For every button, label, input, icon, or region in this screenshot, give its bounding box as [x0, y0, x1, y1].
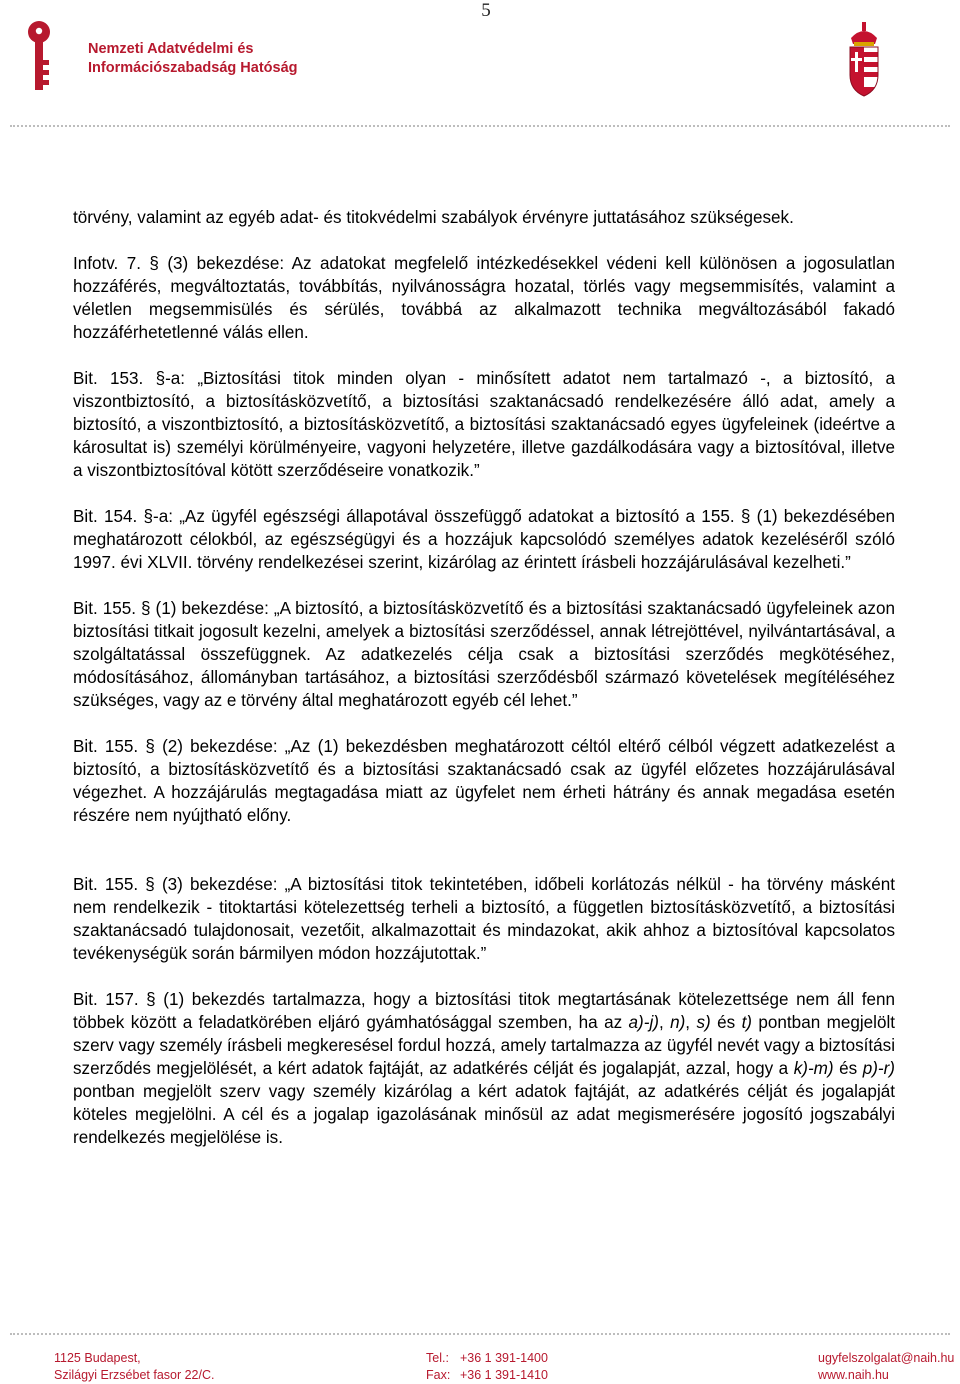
- paragraph: [73, 988, 895, 1149]
- paragraph: Bit. 154. §-a: „Az ügyfél egészségi állapotával összefüggő adatokat a biztosító a 155. § (1) bekezdésében meghatározott célokból, az egészségügyi és a hozzájuk kapcsolódó személyes adatok kezeléséről szóló 1997. évi XLVII. törvény rendelkezései szerint, kizárólag az érintett írásbeli hozzájárulásával kezelheti.”: [73, 507, 895, 572]
- text: és: [710, 1013, 742, 1032]
- italic-ref: a)-j): [628, 1013, 659, 1032]
- text: és: [833, 1059, 863, 1078]
- footer-phone: [426, 1350, 548, 1384]
- fax-value: +36 1 391-1410: [460, 1368, 548, 1382]
- org-name-line1: Nemzeti Adatvédelmi és: [88, 41, 254, 57]
- tel-label: Tel.:: [426, 1351, 449, 1365]
- paragraph: Infotv. 7. § (3) bekezdése: Az adatokat megfelelő intézkedésekkel védeni kell különösen a jogosulatlan hozzáférés, megváltoztatás, továbbítás, nyilvánosságra hozatal, törlés vagy megsemmisítés, valamint a véletlen megsemmisülés és sérülés, továbbá az alkalmazott technika megváltozásából fakadó hozzáférhetetlenné válás ellen.: [73, 254, 895, 342]
- tel-value: +36 1 391-1400: [460, 1351, 548, 1365]
- header-divider: [10, 125, 950, 127]
- italic-ref: p)-r): [862, 1059, 895, 1078]
- paragraph: Bit. 155. § (3) bekezdése: „A biztosítási titok tekintetében, időbeli korlátozás nélkül - ha törvény másként nem rendelkezik - titoktartási kötelezettség terheli a biztosító, a független biztosításközvetítő, a biztosítási szaktanácsadó tulajdonosait, vezetőit, alkalmazottait és mindazokat, akik ahhoz a biztosítóval kapcsolatos tevékenységük során bármilyen módon hozzájutottak.”: [73, 875, 895, 963]
- document-body: [73, 206, 895, 1172]
- italic-ref: s): [696, 1013, 711, 1032]
- organization-name: [88, 40, 298, 78]
- text: ,: [685, 1013, 697, 1032]
- text: ,: [658, 1013, 671, 1032]
- address-line2: Szilágyi Erzsébet fasor 22/C.: [54, 1368, 215, 1382]
- website-link[interactable]: www.naih.hu: [818, 1368, 889, 1382]
- footer-address: [54, 1350, 215, 1384]
- page-number: 5: [481, 0, 491, 21]
- footer-contact: [818, 1350, 954, 1384]
- footer-divider: [10, 1333, 950, 1335]
- text: pontban megjelölt szerv vagy személy kizárólag a kért adatok fajtáját, az adatkérés célját és jogalapját köteles megjelölni. A cél és a jogalap igazolásának minősül az adat megismerésére jogosító jogszabályi rendelkezés megjelölése is.: [73, 1082, 895, 1147]
- address-line1: 1125 Budapest,: [54, 1351, 141, 1365]
- naih-key-logo: [24, 20, 54, 96]
- email-link[interactable]: ugyfelszolgalat@naih.hu: [818, 1351, 955, 1365]
- text: Bit. 157. § (1) bekezdés tartalmazza, hogy a biztosítási titok megtartásának kötelezettsége nem áll fenn többek között a feladatkörében eljáró gyámhatósággal szemben, ha az: [73, 990, 895, 1032]
- fax-label: Fax:: [426, 1368, 451, 1382]
- paragraph: törvény, valamint az egyéb adat- és titokvédelmi szabályok érvényre juttatásához szükségesek.: [73, 208, 794, 227]
- org-name-line2: Információszabadság Hatóság: [88, 60, 298, 76]
- paragraph: Bit. 153. §-a: „Biztosítási titok minden olyan - minősített adatot nem tartalmazó -, a biztosító, a viszontbiztosító, a biztosításközvetítő, a biztosítási szaktanácsadó rendelkezésére álló adat, amely a biztosító, a viszontbiztosító, a biztosításközvetítő, a biztosítási szaktanácsadó egyes ügyfeleinek (ideértve a károsultat is) személyi körülményeire, vagyoni helyzetére, illetve gazdálkodására vagy a biztosítóval, illetve a viszontbiztosítóval kötött szerződéseire vonatkozik.”: [73, 369, 895, 480]
- italic-ref: n): [670, 1013, 686, 1032]
- paragraph: Bit. 155. § (2) bekezdése: „Az (1) bekezdésben meghatározott céltól eltérő célból végzett adatkezelést a biztosító, a biztosításközvetítő és a biztosítási szaktanácsadó csak az ügyfél előzetes hozzájárulásával végezhet. A hozzájárulás megtagadása miatt az ügyfelet nem érheti hátrány és annak megadása esetén részére nem nyújtható előny.: [73, 737, 895, 825]
- italic-ref: t): [741, 1013, 753, 1032]
- coat-of-arms-icon: [845, 20, 883, 98]
- paragraph: Bit. 155. § (1) bekezdése: „A biztosító, a biztosításközvetítő és a biztosítási szaktanácsadó ügyfeleinek azon biztosítási titkait jogosult kezelni, amelyek a biztosítási szerződéssel, annak létrejöttével, nyilvántartásával, a szolgáltatással összefüggnek. Az adatkezelés célja csak a biztosítási szerződés megkötéséhez, módosításához, állományban tartásához, a biztosítási szerződésből származó követelések megítéléséhez szükséges, vagy az e törvény által meghatározott egyéb cél lehet.”: [73, 599, 895, 710]
- text: pontban megjelölt szerv vagy személy írásbeli megkeresésel fordul hozzá, amely tartalmazza az ügyfél nevét vagy a biztosítási szerződés megjelölését, a kért adatok fajtáját, az adatkérés célját és jogalapját, azzal, hogy a: [73, 1013, 896, 1078]
- italic-ref: k)-m): [793, 1059, 834, 1078]
